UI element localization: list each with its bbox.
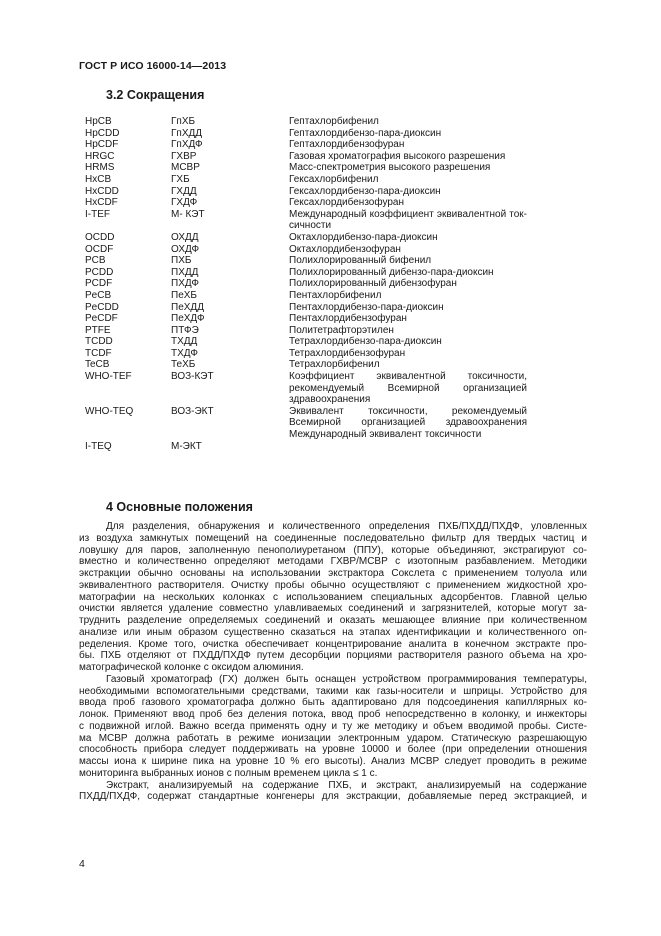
abbreviation-ru: ВОЗ-ЭКТ: [171, 405, 214, 417]
abbreviation-description: [289, 371, 527, 406]
description-line: Тетрахлордибензо-пара-диоксин: [289, 336, 442, 348]
abbreviation-ru: ГХБ: [171, 173, 190, 185]
abbreviation-row: [85, 441, 585, 453]
abbreviation-en: PeCB: [85, 289, 112, 301]
abbreviation-en: PeCDD: [85, 301, 119, 313]
abbreviation-row: [85, 116, 585, 128]
abbreviation-description: [289, 302, 527, 314]
abbreviation-en: PCDF: [85, 278, 113, 290]
abbreviation-description: [289, 244, 527, 256]
description-line: Международный коэффициент эквивалентной ток-: [289, 208, 527, 220]
abbreviation-en: PeCDF: [85, 313, 118, 325]
abbreviation-ru: ПеХДФ: [171, 313, 205, 325]
abbreviation-ru: ТХДД: [171, 336, 198, 348]
abbreviation-description: [289, 232, 527, 244]
abbreviation-row: [85, 174, 585, 186]
abbreviation-row: [85, 336, 585, 348]
abbreviation-en: I-TEQ: [85, 440, 112, 452]
abbreviation-en: WHO-TEF: [85, 371, 132, 383]
paragraph-line: труднить разделение определяемых соединений и оказать мешающее влияние при количественном: [79, 615, 587, 626]
abbreviation-row: [85, 302, 585, 314]
abbreviation-description: [289, 116, 527, 128]
abbreviation-ru: ПХБ: [171, 255, 192, 267]
abbreviation-row: [85, 406, 585, 441]
paragraph-line: ПХДД/ПХДФ, содержат стандартные конгенеры для экстракции, добавляемые перед экстракцией, и: [79, 791, 587, 803]
description-line: Гексахлордибензофуран: [289, 197, 404, 209]
abbreviation-row: [85, 290, 585, 302]
standard-code-header: ГОСТ Р ИСО 16000-14—2013: [79, 60, 227, 72]
paragraph-line: массы иона к ширине пика на уровне 10 % его высоты). Анализ МСВР следует проводить в режиме: [79, 756, 587, 767]
abbreviation-description: [289, 186, 527, 198]
paragraph-line: бы. ПХБ отделяют от ПХДД/ПХДФ путем десорбции порциями растворителя разного объема на хро-: [79, 650, 587, 662]
abbreviation-description: [289, 139, 527, 151]
description-line: Коэффициент эквивалентной токсичности,: [289, 371, 527, 383]
section-3-2-title: 3.2 Сокращения: [106, 88, 205, 102]
abbreviation-row: [85, 278, 585, 290]
abbreviation-ru: ПХДФ: [171, 278, 200, 290]
abbreviation-ru: М- КЭТ: [171, 208, 205, 220]
abbreviation-row: [85, 197, 585, 209]
paragraph-line: ределения. Кроме того, очистка обеспечивает концентрирование аналита в конечном экстракте про-: [79, 638, 587, 650]
paragraph-line: экстракции обычно основаны на использовании экстрактора Сокслета с применением толуола или: [79, 568, 587, 579]
abbreviation-row: [85, 128, 585, 140]
abbreviation-description: [289, 278, 527, 290]
description-line: Тетрахлорбифенил: [289, 359, 380, 371]
abbreviation-ru: ПеХБ: [171, 289, 197, 301]
description-line: Эквивалент токсичности, рекомендуемый: [289, 405, 527, 417]
description-line: Политетрафторэтилен: [289, 324, 394, 336]
abbreviation-row: [85, 232, 585, 244]
section-4-title: 4 Основные положения: [106, 500, 253, 514]
abbreviation-ru: ГпХДФ: [171, 139, 203, 151]
abbreviation-description: [289, 290, 527, 302]
abbreviation-ru: М-ЭКТ: [171, 440, 202, 452]
abbreviation-description: [289, 209, 527, 232]
paragraph-line: ма МСВР должна работать в режиме ионизации электронным ударом. Статическую разрешающую: [79, 732, 587, 744]
abbreviation-en: I-TEF: [85, 208, 110, 220]
abbreviation-ru: ТХДФ: [171, 347, 198, 359]
paragraph-line: матографической колонке с оксидом алюминия.: [79, 662, 304, 673]
abbreviation-description: [289, 441, 527, 453]
abbreviation-description: [289, 325, 527, 337]
abbreviation-description: [289, 348, 527, 360]
abbreviation-row: [85, 313, 585, 325]
paragraph-line: Экстракт, анализируемый на содержание ПХБ, и экстракт, анализируемый на содержание: [106, 779, 587, 791]
description-line: Гексахлордибензо-пара-диоксин: [289, 185, 441, 197]
abbreviation-row: [85, 325, 585, 337]
abbreviation-en: HpCB: [85, 116, 112, 127]
abbreviation-row: [85, 244, 585, 256]
description-line: Полихлорированный бифенил: [289, 255, 432, 267]
paragraph-line: ввода проб газового хроматографа должно быть адаптировано для подсоединения капиллярных ко-: [79, 697, 587, 709]
section-4-body: [79, 521, 587, 803]
abbreviation-ru: ОХДФ: [171, 243, 200, 255]
abbreviation-row: [85, 151, 585, 163]
abbreviation-ru: ОХДД: [171, 231, 199, 243]
paragraph-line: с подвижной иглой. Важно всегда применять одну и ту же методику и объем вводимой пробы. Систе-: [79, 720, 587, 732]
abbreviation-row: [85, 255, 585, 267]
abbreviation-en: TCDD: [85, 336, 113, 348]
abbreviation-en: HxCDD: [85, 185, 119, 197]
abbreviation-row: [85, 359, 585, 371]
description-line: рекомендуемый Всемирной организацией: [289, 382, 527, 394]
abbreviation-ru: ТеХБ: [171, 359, 196, 371]
abbreviation-en: HxCB: [85, 173, 112, 185]
description-line: Пентахлордибензо-пара-диоксин: [289, 301, 444, 313]
paragraph-line: эквивалентного растворителя. Очистку пробы обычно осуществляют с применением жидкостной хро-: [79, 579, 587, 591]
description-line: сичности: [289, 220, 332, 232]
abbreviation-en: HpCDD: [85, 127, 120, 139]
description-line: Газовая хроматография высокого разрешения: [289, 150, 506, 162]
abbreviation-description: [289, 267, 527, 279]
paragraph-line: из воздуха замкнутых помещений на соединенные последовательно фильтр для твердых частиц и: [79, 532, 587, 544]
description-line: Пентахлорбифенил: [289, 289, 382, 301]
abbreviation-ru: ГпХБ: [171, 116, 196, 127]
paragraph-line: лонок. Применяют ввод проб без деления потока, ввод проб непосредственно в колонку, и инжекторы: [79, 709, 587, 720]
paragraph-line: вместно и количественно определяют методами ГХВР/МСВР с изотопным разбавлением. Методики: [79, 556, 587, 568]
abbreviation-ru: ПТФЭ: [171, 324, 199, 336]
abbreviation-ru: ПеХДД: [171, 301, 204, 313]
abbreviation-row: [85, 162, 585, 174]
abbreviation-description: [289, 406, 527, 441]
abbreviation-row: [85, 186, 585, 198]
paragraph-line: мониторинга выбранных ионов с полным временем цикла ≤ 1 с.: [79, 767, 378, 779]
paragraph-line: анализе или иным образом существенно сказаться на этапах идентификации и количественного оп-: [79, 626, 587, 638]
abbreviation-description: [289, 336, 527, 348]
abbreviation-description: [289, 174, 527, 186]
description-line: Гептахлордибензо-пара-диоксин: [289, 127, 442, 139]
description-line: Октахлордибензо-пара-диоксин: [289, 231, 438, 243]
paragraph-line: матографии на нескольких колонках с использованием специальных адсорбентов. Главной целью: [79, 591, 587, 603]
paragraph-line: Для разделения, обнаружения и количественного определения ПХБ/ПХДД/ПХДФ, уловленных: [106, 521, 587, 532]
description-line: Полихлорированный дибензофуран: [289, 278, 457, 290]
abbreviation-row: [85, 371, 585, 406]
paragraph-line: способность прибора следует поддерживать на уровне 10000 и более (при определении отношения: [79, 744, 587, 756]
abbreviation-ru: ГХДД: [171, 185, 197, 197]
description-line: Гексахлорбифенил: [289, 173, 379, 185]
description-line: Полихлорированный дибензо-пара-диоксин: [289, 266, 494, 278]
abbreviation-description: [289, 162, 527, 174]
abbreviation-row: [85, 267, 585, 279]
abbreviation-en: TCDF: [85, 347, 112, 359]
abbreviation-en: HRGC: [85, 150, 115, 162]
abbreviations-table: [85, 116, 585, 452]
description-line: Гептахлордибензофуран: [289, 139, 405, 151]
paragraph-line: ловушку для паров, заполненную пенополиуретаном (ППУ), которые объединяют, экстрагируют со-: [79, 544, 587, 556]
abbreviation-ru: ГХВР: [171, 150, 197, 162]
abbreviation-en: OCDD: [85, 231, 115, 243]
paragraph-line: необходимыми вспомогательными средствами, такими как газы-носители и шприцы. Устройство для: [79, 685, 587, 697]
abbreviation-en: PCDD: [85, 266, 114, 278]
page-number: 4: [79, 858, 85, 870]
abbreviation-description: [289, 197, 527, 209]
abbreviation-en: HxCDF: [85, 197, 118, 209]
abbreviation-en: TeCB: [85, 359, 110, 371]
description-line: здравоохранения: [289, 394, 371, 406]
abbreviation-en: PCB: [85, 255, 106, 267]
description-line: Пентахлордибензофуран: [289, 313, 407, 325]
abbreviation-row: [85, 209, 585, 232]
description-line: Всемирной организацией здравоохранения: [289, 417, 527, 429]
abbreviation-description: [289, 128, 527, 140]
abbreviation-ru: МСВР: [171, 162, 200, 174]
abbreviation-description: [289, 151, 527, 163]
abbreviation-description: [289, 255, 527, 267]
abbreviation-ru: ГпХДД: [171, 127, 203, 139]
abbreviation-description: [289, 359, 527, 371]
abbreviation-ru: ГХДФ: [171, 197, 198, 209]
abbreviation-row: [85, 348, 585, 360]
abbreviation-en: HpCDF: [85, 139, 119, 151]
abbreviation-en: PTFE: [85, 324, 111, 336]
abbreviation-description: [289, 313, 527, 325]
abbreviation-en: OCDF: [85, 243, 114, 255]
abbreviation-row: [85, 139, 585, 151]
description-line: Тетрахлордибензофуран: [289, 347, 406, 359]
description-line: Октахлордибензофуран: [289, 243, 401, 255]
description-line: Гептахлорбифенил: [289, 116, 379, 127]
paragraph-line: Газовый хроматограф (ГХ) должен быть оснащен устройством программирования температуры,: [106, 673, 587, 685]
description-line: Международный эквивалент токсичности: [289, 429, 482, 441]
paragraph-line: очистки является удаление совместно улавливаемых соединений и загрязнителей, которые могут за-: [79, 603, 587, 615]
abbreviation-en: WHO-TEQ: [85, 405, 134, 417]
abbreviation-ru: ВОЗ-КЭТ: [171, 371, 214, 383]
abbreviation-en: HRMS: [85, 162, 115, 174]
description-line: Масс-спектрометрия высокого разрешения: [289, 162, 491, 174]
abbreviation-ru: ПХДД: [171, 266, 199, 278]
